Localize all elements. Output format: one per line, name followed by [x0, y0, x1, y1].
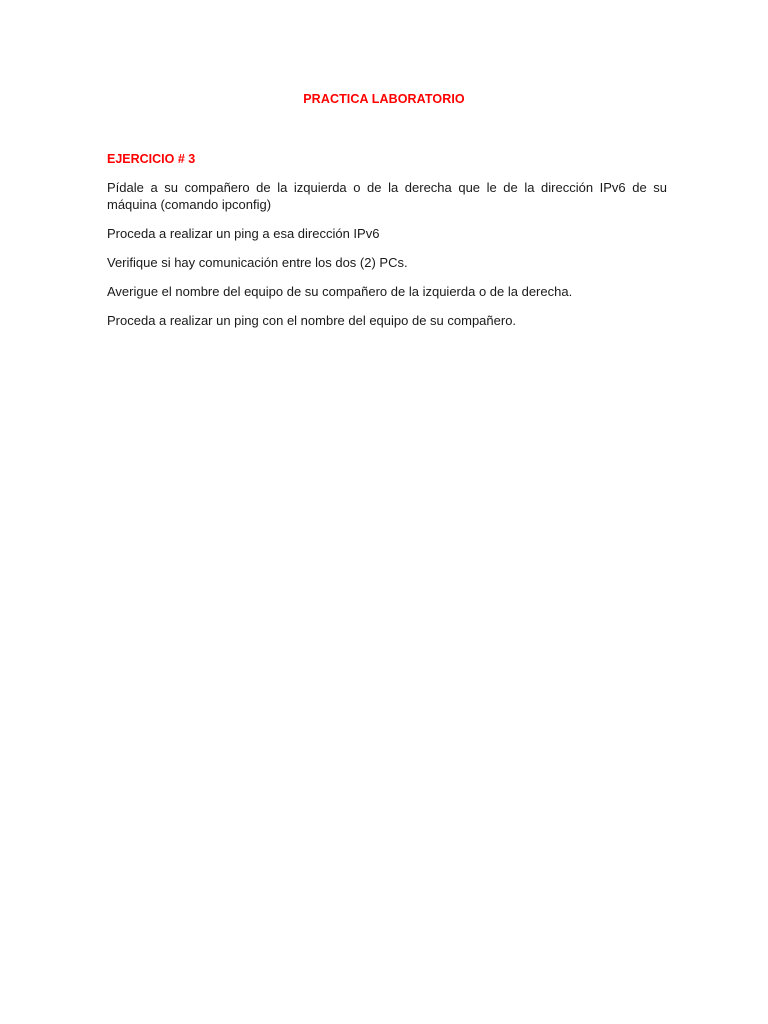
paragraph-1: Pídale a su compañero de la izquierda o de la derecha que le de la dirección IPv6 de su máquina (comando ipconfig) [107, 180, 667, 212]
paragraph-4: Averigue el nombre del equipo de su compañero de la izquierda o de la derecha. [107, 284, 573, 299]
paragraph-2: Proceda a realizar un ping a esa dirección IPv6 [107, 226, 380, 241]
document-body [107, 151, 667, 341]
paragraph-5: Proceda a realizar un ping con el nombre del equipo de su compañero. [107, 313, 517, 328]
paragraph-3: Verifique si hay comunicación entre los dos (2) PCs. [107, 255, 408, 270]
document-title: PRACTICA LABORATORIO [303, 92, 465, 106]
exercise-heading: EJERCICIO # 3 [107, 152, 196, 166]
